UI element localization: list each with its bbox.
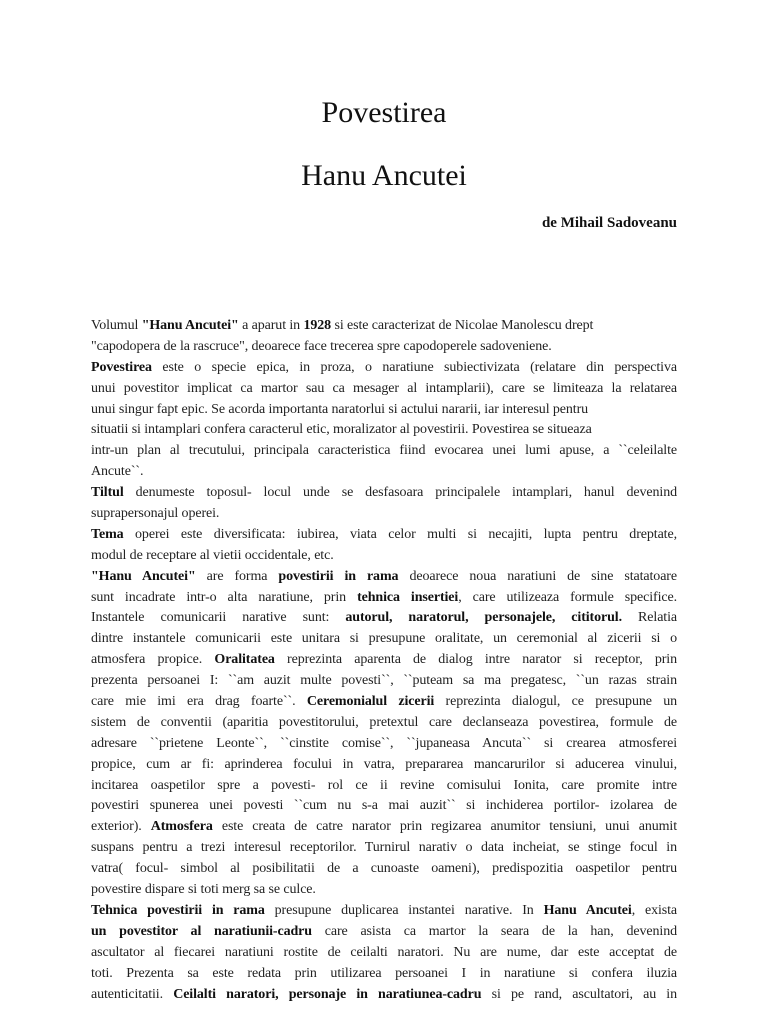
bold-text-run: Tehnica povestirii in rama [91, 902, 265, 918]
text-run: este creata de catre narator prin regizarea anumitor tensiuni, unui anumit [212, 819, 677, 835]
body-text-line [91, 588, 677, 609]
text-run: care mie imi era drag foarte``. [91, 694, 307, 710]
body-text-line [91, 692, 677, 713]
text-run: suspans pentru a trezi interesul receptorilor. Turnirul narativ o data incheiat, se stinge focul in [91, 840, 677, 856]
text-run: operei este diversificata: iubirea, viata celor multi si necajiti, lupta pentru dreptate, [123, 526, 677, 542]
document-title-line-1: Povestirea [321, 96, 447, 129]
body-text-line [91, 420, 677, 441]
document-author: de Mihail Sadoveanu [541, 215, 677, 231]
body-text-line [91, 525, 677, 546]
text-run: deoarece noua naratiuni de sine statatoare [398, 568, 677, 584]
text-run: toti. Prezenta sa este redata prin utilizarea persoanei I in naratiune si confera iluzia [91, 965, 677, 981]
text-run: , care utilizeaza formule specifice. [458, 589, 677, 605]
text-run: intr-un plan al trecutului, principala caracteristica fiind evocarea unei lumi apuse, a ``celeilalte [91, 443, 677, 459]
text-run: suprapersonajul operei. [91, 506, 220, 522]
body-text-line [91, 650, 677, 671]
bold-text-run: un povestitor al naratiunii-cadru [91, 923, 312, 939]
bold-text-run: Ceremonialul zicerii [306, 694, 435, 710]
body-text-line [91, 483, 677, 504]
text-run: si pe rand, ascultatori, au in [481, 986, 677, 1002]
bold-text-run: Povestirea [91, 359, 152, 375]
document-body [91, 316, 677, 1005]
text-run: are forma [195, 568, 279, 584]
body-text-line [91, 734, 677, 755]
text-run: ascultator al fiecarei naratiuni rostite de ceilalti naratori. Nu are nume, dar este acceptat de [91, 944, 677, 960]
body-text-line [91, 838, 677, 859]
text-run: reprezinta dialogul, ce presupune un [434, 694, 677, 710]
body-text-line [91, 755, 677, 776]
body-text-line [91, 629, 677, 650]
body-text-line [91, 546, 677, 567]
text-run: "capodopera de la rascruce", deoarece face trecerea spre capodoperele sadoveniene. [91, 338, 552, 354]
bold-text-run: Tiltul [91, 485, 124, 501]
body-text-line [91, 796, 677, 817]
text-run: presupune duplicarea instantei narative. In [264, 902, 544, 918]
body-text-line [91, 316, 677, 337]
text-run: sistem de conventii (aparitia povestitorului, pretextul care declanseaza povestirea, formule de [91, 714, 677, 730]
text-run: povestiri spunerea unei povesti ``cum nu s-a mai auzit`` si inchiderea portilor- izolarea de [91, 798, 677, 814]
text-run: sunt incadrate intr-o alta naratiune, prin [91, 589, 358, 605]
body-text-line [91, 358, 677, 379]
body-text-line [91, 817, 677, 838]
body-text-line [91, 379, 677, 400]
body-text-line [91, 922, 677, 943]
text-run: unui povestitor implicat ca martor sau ca mesager al intamplarii), care se limiteaza la relatarea [91, 380, 677, 396]
body-text-line [91, 713, 677, 734]
text-run: atmosfera propice. [91, 652, 215, 668]
body-text-line [91, 462, 677, 483]
bold-text-run: autorul, naratorul, personajele, cititorul. [345, 610, 623, 626]
body-text-line [91, 964, 677, 985]
text-run: situatii si intamplari confera caracterul etic, moralizator al povestirii. Povestirea se situeaza [91, 422, 592, 438]
text-run: , exista [631, 902, 678, 918]
bold-text-run: Hanu Ancutei [543, 902, 632, 918]
body-text-line [91, 901, 677, 922]
bold-text-run: povestirii in rama [278, 568, 399, 584]
text-run: Ancute``. [91, 464, 144, 480]
text-run: este o specie epica, in proza, o naratiune subiectivizata (relatare din perspectiva [151, 359, 677, 375]
body-text-line [91, 985, 677, 1006]
text-run: Relatia [622, 610, 678, 626]
text-run: unui singur fapt epic. Se acorda importanta naratorlui si actului nararii, iar interesul pentru [91, 401, 589, 417]
text-run: incitarea oaspetilor spre a povesti- rol ce ii revine comisului Ionita, care promite intre [91, 777, 677, 793]
bold-text-run: Atmosfera [150, 819, 213, 835]
text-run: propice, cum ar fi: aprinderea focului in vatra, prepararea mancarurilor si aducerea vinului, [91, 756, 677, 772]
text-run: vatra( focul- simbol al posibilitatii de a cunoaste oameni), predispozitia oaspetilor pentru [91, 861, 677, 877]
bold-text-run: "Hanu Ancutei" [141, 318, 239, 333]
text-run: autenticitatii. [91, 986, 174, 1002]
text-run: si este caracterizat de Nicolae Manolescu drept [331, 318, 594, 333]
text-run: adresare ``prietene Leonte``, ``cinstite comise``, ``jupaneasa Ancuta`` si crearea atmosferei [91, 735, 677, 751]
body-text-line [91, 608, 677, 629]
text-run: exterior). [91, 819, 151, 835]
body-text-line [91, 504, 677, 525]
body-text-line [91, 880, 677, 901]
text-run: prezenta persoanei I: ``am auzit multe povesti``, ``puteam sa ma pregatesc, ``un razas strain [91, 673, 677, 689]
body-text-line [91, 859, 677, 880]
body-text-line [91, 337, 677, 358]
text-run: reprezinta aparenta de dialog intre narator si receptor, prin [274, 652, 677, 668]
bold-text-run: "Hanu Ancutei" [91, 568, 196, 584]
bold-text-run: tehnica insertiei [357, 589, 459, 605]
body-text-line [91, 943, 677, 964]
bold-text-run: Tema [91, 526, 124, 542]
text-run: povestire dispare si toti merg sa se culce. [91, 882, 316, 898]
bold-text-run: Ceilalti naratori, personaje in naratiunea-cadru [173, 986, 482, 1002]
text-run: denumeste toposul- locul unde se desfasoara principalele intamplari, hanul devenind [123, 485, 677, 501]
bold-text-run: Oralitatea [214, 652, 275, 668]
text-run: a aparut in [238, 318, 304, 333]
text-run: Volumul [91, 318, 142, 333]
text-run: Instantele comunicarii narative sunt: [91, 610, 346, 626]
text-run: dintre instantele comunicarii este unitara si presupune oralitate, un ceremonial al zicerii si o [91, 631, 677, 647]
body-text-line [91, 776, 677, 797]
document-title-line-2: Hanu Ancutei [301, 159, 467, 192]
body-text-line [91, 567, 677, 588]
body-text-line [91, 671, 677, 692]
bold-text-run: 1928 [303, 318, 332, 333]
body-text-line [91, 441, 677, 462]
body-text-line [91, 400, 677, 421]
text-run: modul de receptare al vietii occidentale, etc. [91, 547, 334, 563]
text-run: care asista ca martor la seara de la han, devenind [311, 923, 677, 939]
